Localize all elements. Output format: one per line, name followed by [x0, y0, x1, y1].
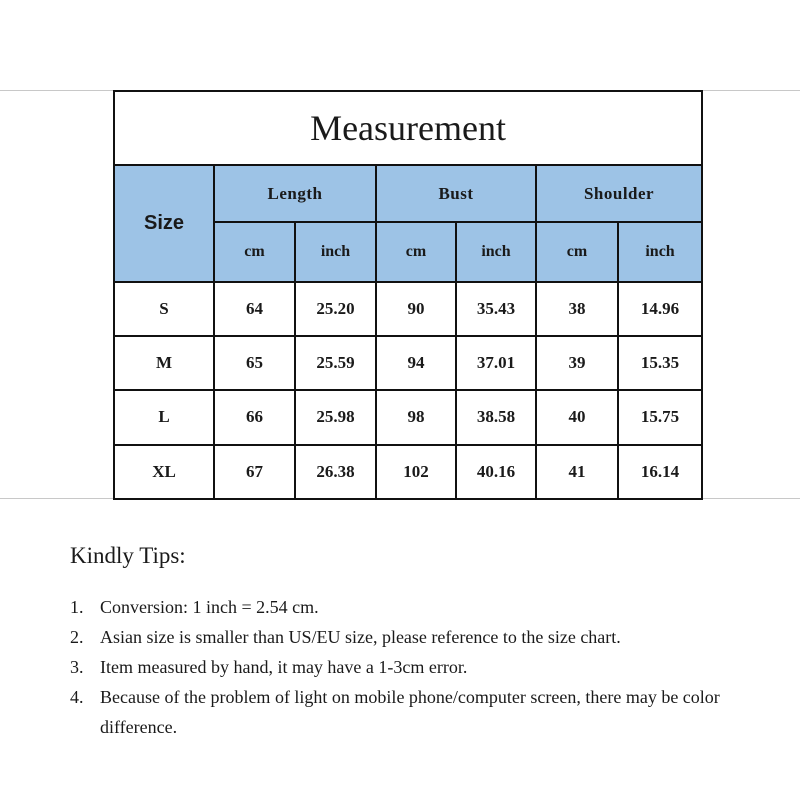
list-item — [70, 682, 770, 742]
size-label: M — [114, 336, 214, 390]
list-number: 1. — [70, 597, 84, 617]
table-cell: 67 — [214, 445, 295, 499]
size-column-header: Size — [114, 165, 214, 282]
size-label: XL — [114, 445, 214, 499]
unit-header: inch — [456, 222, 536, 281]
table-title: Measurement — [114, 91, 702, 165]
unit-header: inch — [618, 222, 702, 281]
tip-text: Asian size is smaller than US/EU size, please reference to the size chart. — [100, 627, 621, 647]
tips-list — [70, 592, 770, 742]
shoulder-group-header: Shoulder — [536, 165, 702, 222]
size-label: S — [114, 282, 214, 336]
table-cell: 37.01 — [456, 336, 536, 390]
list-item — [70, 622, 770, 652]
table-cell: 14.96 — [618, 282, 702, 336]
table-cell: 98 — [376, 390, 456, 444]
length-group-header: Length — [214, 165, 376, 222]
table-cell: 38 — [536, 282, 618, 336]
size-chart-table — [113, 90, 703, 500]
list-number: 3. — [70, 657, 84, 677]
table-cell: 94 — [376, 336, 456, 390]
table-row — [114, 336, 702, 390]
table-cell: 38.58 — [456, 390, 536, 444]
table-cell: 40 — [536, 390, 618, 444]
table-cell: 25.59 — [295, 336, 376, 390]
table-row — [114, 445, 702, 499]
table-cell: 25.98 — [295, 390, 376, 444]
tip-text: Because of the problem of light on mobile phone/computer screen, there may be color difference. — [100, 687, 720, 737]
table-cell: 39 — [536, 336, 618, 390]
table-cell: 35.43 — [456, 282, 536, 336]
unit-header: cm — [536, 222, 618, 281]
list-item — [70, 652, 770, 682]
table-cell: 65 — [214, 336, 295, 390]
title-row — [114, 91, 702, 165]
tip-text: Item measured by hand, it may have a 1-3cm error. — [100, 657, 468, 677]
table-row — [114, 390, 702, 444]
unit-header: inch — [295, 222, 376, 281]
tip-text: Conversion: 1 inch = 2.54 cm. — [100, 597, 319, 617]
table-cell: 26.38 — [295, 445, 376, 499]
list-number: 2. — [70, 627, 84, 647]
table-cell: 64 — [214, 282, 295, 336]
table-cell: 66 — [214, 390, 295, 444]
group-header-row — [114, 165, 702, 222]
size-label: L — [114, 390, 214, 444]
table-cell: 40.16 — [456, 445, 536, 499]
tips-heading: Kindly Tips: — [70, 543, 186, 568]
table-cell: 102 — [376, 445, 456, 499]
list-number: 4. — [70, 687, 84, 707]
list-item — [70, 592, 770, 622]
table-cell: 15.75 — [618, 390, 702, 444]
table-cell: 15.35 — [618, 336, 702, 390]
unit-header: cm — [376, 222, 456, 281]
unit-header: cm — [214, 222, 295, 281]
bust-group-header: Bust — [376, 165, 536, 222]
table-cell: 25.20 — [295, 282, 376, 336]
table-cell: 16.14 — [618, 445, 702, 499]
table-cell: 90 — [376, 282, 456, 336]
table-cell: 41 — [536, 445, 618, 499]
table-row — [114, 282, 702, 336]
